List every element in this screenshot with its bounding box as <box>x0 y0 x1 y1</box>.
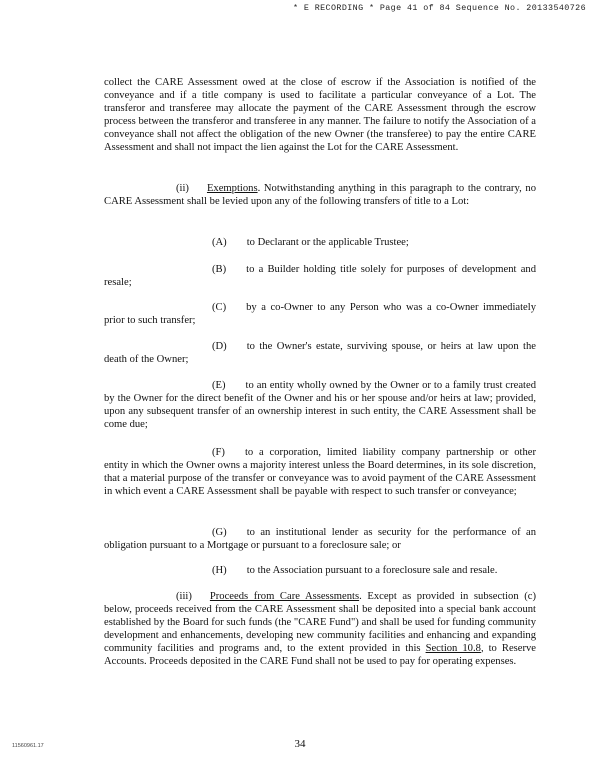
exemption-item-b <box>104 263 536 289</box>
item-label: (D) <box>212 341 227 352</box>
paragraph-proceeds <box>104 590 536 668</box>
proceeds-number: (iii) <box>176 591 192 602</box>
item-label: (E) <box>212 380 226 391</box>
exemptions-heading: Exemptions <box>206 183 258 194</box>
exemptions-number: (ii) <box>176 183 189 194</box>
item-label: (A) <box>212 237 227 248</box>
item-text: to the Association pursuant to a foreclosure sale and resale. <box>246 565 498 576</box>
paragraph-continuation: collect the CARE Assessment owed at the close of escrow if the Association is notified of the conveyance and if a title company is used to facilitate a particular conveyance of a Lot. The transferor and transferee may allocate the payment of the CARE Assessment through the escrow process between the transferor and transferee in any manner. The failure to notify the Association of a conveyance shall not affect the obligation of the new Owner (the transferee) to pay the entire CARE Assessment and shall not impact the lien against the Lot for the CARE Assessment. <box>104 77 536 153</box>
item-text: to a Builder holding title solely for purposes of development and resale; <box>104 264 536 288</box>
item-label: (H) <box>212 565 227 576</box>
exemption-item-c <box>104 301 536 327</box>
exemption-item-f <box>104 446 536 498</box>
item-label: (F) <box>212 447 225 458</box>
paragraph-exemptions <box>104 182 536 208</box>
exemption-item-g <box>104 526 536 552</box>
exemption-item-e <box>104 379 536 431</box>
item-label: (C) <box>212 302 227 313</box>
exemption-item-h <box>104 564 536 577</box>
item-label: (B) <box>212 264 227 275</box>
exemptions-text: . Notwithstanding anything in this paragraph to the contrary, no CARE Assessment shall be levied upon any of the following transfers of title to a Lot: <box>104 183 536 207</box>
section-reference-link: Section 10.8 <box>425 643 481 654</box>
item-text: to an institutional lender as security for the performance of an obligation pursuant to a Mortgage or pursuant to a foreclosure sale; or <box>104 527 536 551</box>
item-text: to a corporation, limited liability company partnership or other entity in which the Owner owns a majority interest unless the Board determines, in its sole discretion, that a material purpose of the transfer or conveyance was to avoid payment of the CARE Assessment in which event a CARE Assessment shall be payable with respect to such transfer or conveyance; <box>104 447 536 497</box>
exemption-item-a <box>104 236 536 249</box>
document-code: 11560961.17 <box>12 743 44 749</box>
page-number: 34 <box>294 738 306 750</box>
item-text: by a co-Owner to any Person who was a co-Owner immediately prior to such transfer; <box>104 302 536 326</box>
item-text: to an entity wholly owned by the Owner or to a family trust created by the Owner for the direct benefit of the Owner and his or her spouse and/or heirs at law; provided, upon any subsequent transfer of an ownership interest in such entity, the CARE Assessment shall be come due; <box>104 380 536 430</box>
recording-stamp: * E RECORDING * Page 41 of 84 Sequence No. 20133540726 <box>293 3 586 13</box>
item-text: to the Owner's estate, surviving spouse, or heirs at law upon the death of the Owner; <box>104 341 536 365</box>
proceeds-text-before: . Except as provided in subsection (c) below, proceeds received from the CARE Assessment shall be deposited into a special bank account established by the Board for such funds (the "CARE Fund") and shall be used for funding community development and enhancements, developing new community facilities and enhancing and expanding community facilities and programs and, to the extent provided in this <box>104 591 537 654</box>
exemption-item-d <box>104 340 536 366</box>
item-label: (G) <box>212 527 227 538</box>
proceeds-text-after: , to Reserve Accounts. Proceeds deposited in the CARE Fund shall not be used to pay for operating expenses. <box>104 643 537 667</box>
proceeds-heading: Proceeds from Care Assessments <box>209 591 360 602</box>
item-text: to Declarant or the applicable Trustee; <box>246 237 409 248</box>
